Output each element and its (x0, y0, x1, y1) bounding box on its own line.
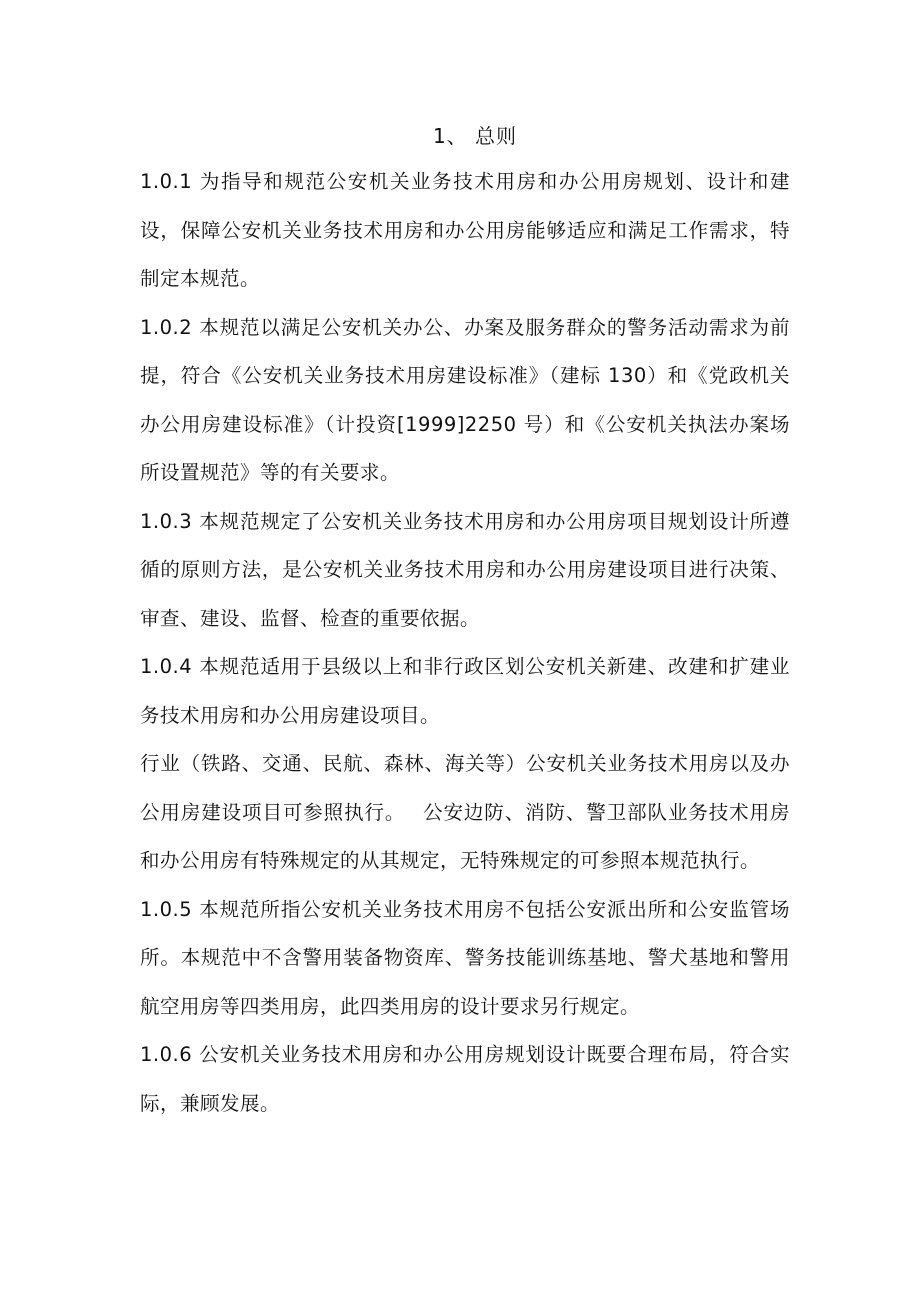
clause-1-0-5: 1.0.5 本规范所指公安机关业务技术用房不包括公安派出所和公安监管场所。本规范中不含警用装备物资库、警务技能训练基地、警犬基地和警用航空用房等四类用房，此四类用房的设计要求另行规定。 (140, 897, 790, 1018)
document-body (140, 118, 790, 1128)
clause-1-0-1: 1.0.1 为指导和规范公安机关业务技术用房和办公用房规划、设计和建设，保障公安机关业务技术用房和办公用房能够适应和满足工作需求，特制定本规范。 (140, 170, 790, 290)
section-title: 1、 总则 (432, 124, 518, 148)
clause-1-0-4: 1.0.4 本规范适用于县级以上和非行政区划公安机关新建、改建和扩建业务技术用房和办公用房建设项目。 (140, 655, 790, 727)
clause-1-0-3: 1.0.3 本规范规定了公安机关业务技术用房和办公用房项目规划设计所遵循的原则方法，是公安机关业务技术用房和办公用房建设项目进行决策、审查、建设、监督、检查的重要依据。 (140, 509, 790, 630)
clause-1-0-4-supplement: 行业（铁路、交通、民航、森林、海关等）公安机关业务技术用房以及办公用房建设项目可参照执行。 公安边防、消防、警卫部队业务技术用房和办公用房有特殊规定的从其规定，无特殊规定的可参照本规范执行。 (140, 752, 790, 872)
clause-1-0-2: 1.0.2 本规范以满足公安机关办公、办案及服务群众的警务活动需求为前提，符合《公安机关业务技术用房建设标准》（建标 130）和《党政机关办公用房建设标准》（计投资[1999]2250 号）和《公安机关执法办案场所设置规范》等的有关要求。 (140, 315, 790, 484)
clause-1-0-6: 1.0.6 公安机关业务技术用房和办公用房规划设计既要合理布局，符合实际，兼顾发展。 (140, 1043, 790, 1115)
